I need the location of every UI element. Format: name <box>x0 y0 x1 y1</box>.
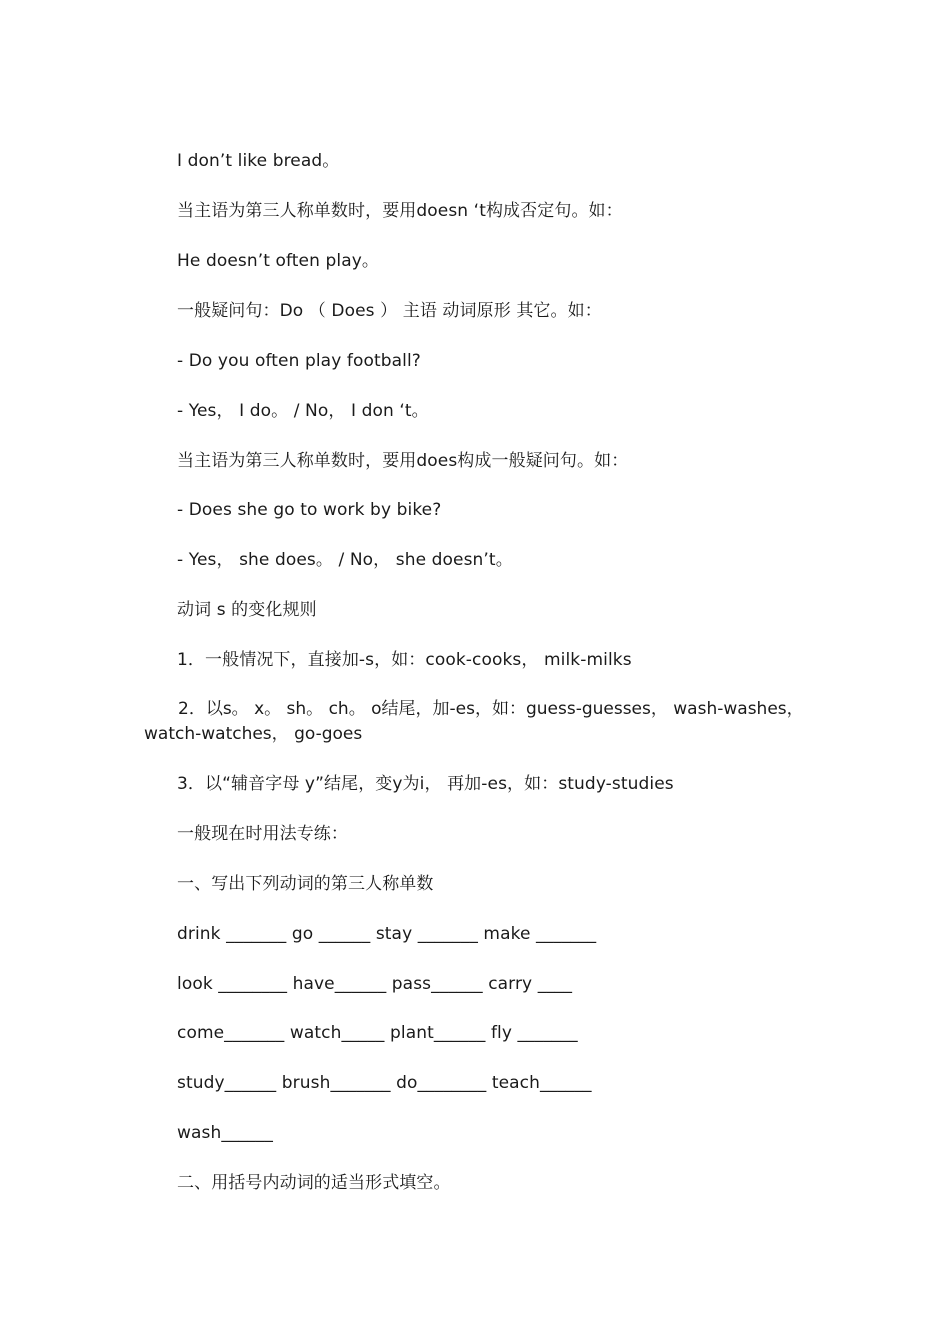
exercise-row: look ________ have______ pass______ carry ____ <box>177 974 573 994</box>
example-sentence: - Yes， she does。 / No， she doesn’t。 <box>177 550 513 570</box>
rule-item: 2．以s。 x。 sh。 ch。 o结尾，加-es，如：guess-guesses， wash-washes，watch-watches， go-goes <box>144 699 804 744</box>
example-sentence: - Do you often play football? <box>177 351 421 371</box>
exercise-row: drink _______ go ______ stay _______ make _______ <box>177 924 597 944</box>
exercise-heading: 一、写出下列动词的第三人称单数 <box>177 874 434 894</box>
example-sentence: I don’t like bread。 <box>177 151 340 171</box>
section-heading: 动词 s 的变化规则 <box>177 600 317 620</box>
rule-item: 1．一般情况下，直接加-s，如：cook-cooks， milk-milks <box>177 650 632 670</box>
rule-text: 当主语为第三人称单数时，要用does构成一般疑问句。如： <box>177 451 629 471</box>
rule-text: 一般疑问句：Do （ Does ） 主语 动词原形 其它。如： <box>177 301 602 321</box>
exercise-row: study______ brush_______ do________ teach______ <box>177 1073 592 1093</box>
example-sentence: - Yes， I do。 / No， I don ‘t。 <box>177 401 429 421</box>
rule-text: 当主语为第三人称单数时，要用doesn ‘t构成否定句。如： <box>177 201 623 221</box>
example-sentence: He doesn’t often play。 <box>177 251 379 271</box>
section-heading: 一般现在时用法专练： <box>177 824 348 844</box>
rule-item: 3．以“辅音字母 y”结尾，变y为i， 再加-es，如：study-studies <box>177 774 674 794</box>
example-sentence: - Does she go to work by bike? <box>177 500 442 520</box>
exercise-heading: 二、用括号内动词的适当形式填空。 <box>177 1173 451 1193</box>
exercise-row: wash______ <box>177 1123 273 1143</box>
exercise-row: come_______ watch_____ plant______ fly _______ <box>177 1023 578 1043</box>
